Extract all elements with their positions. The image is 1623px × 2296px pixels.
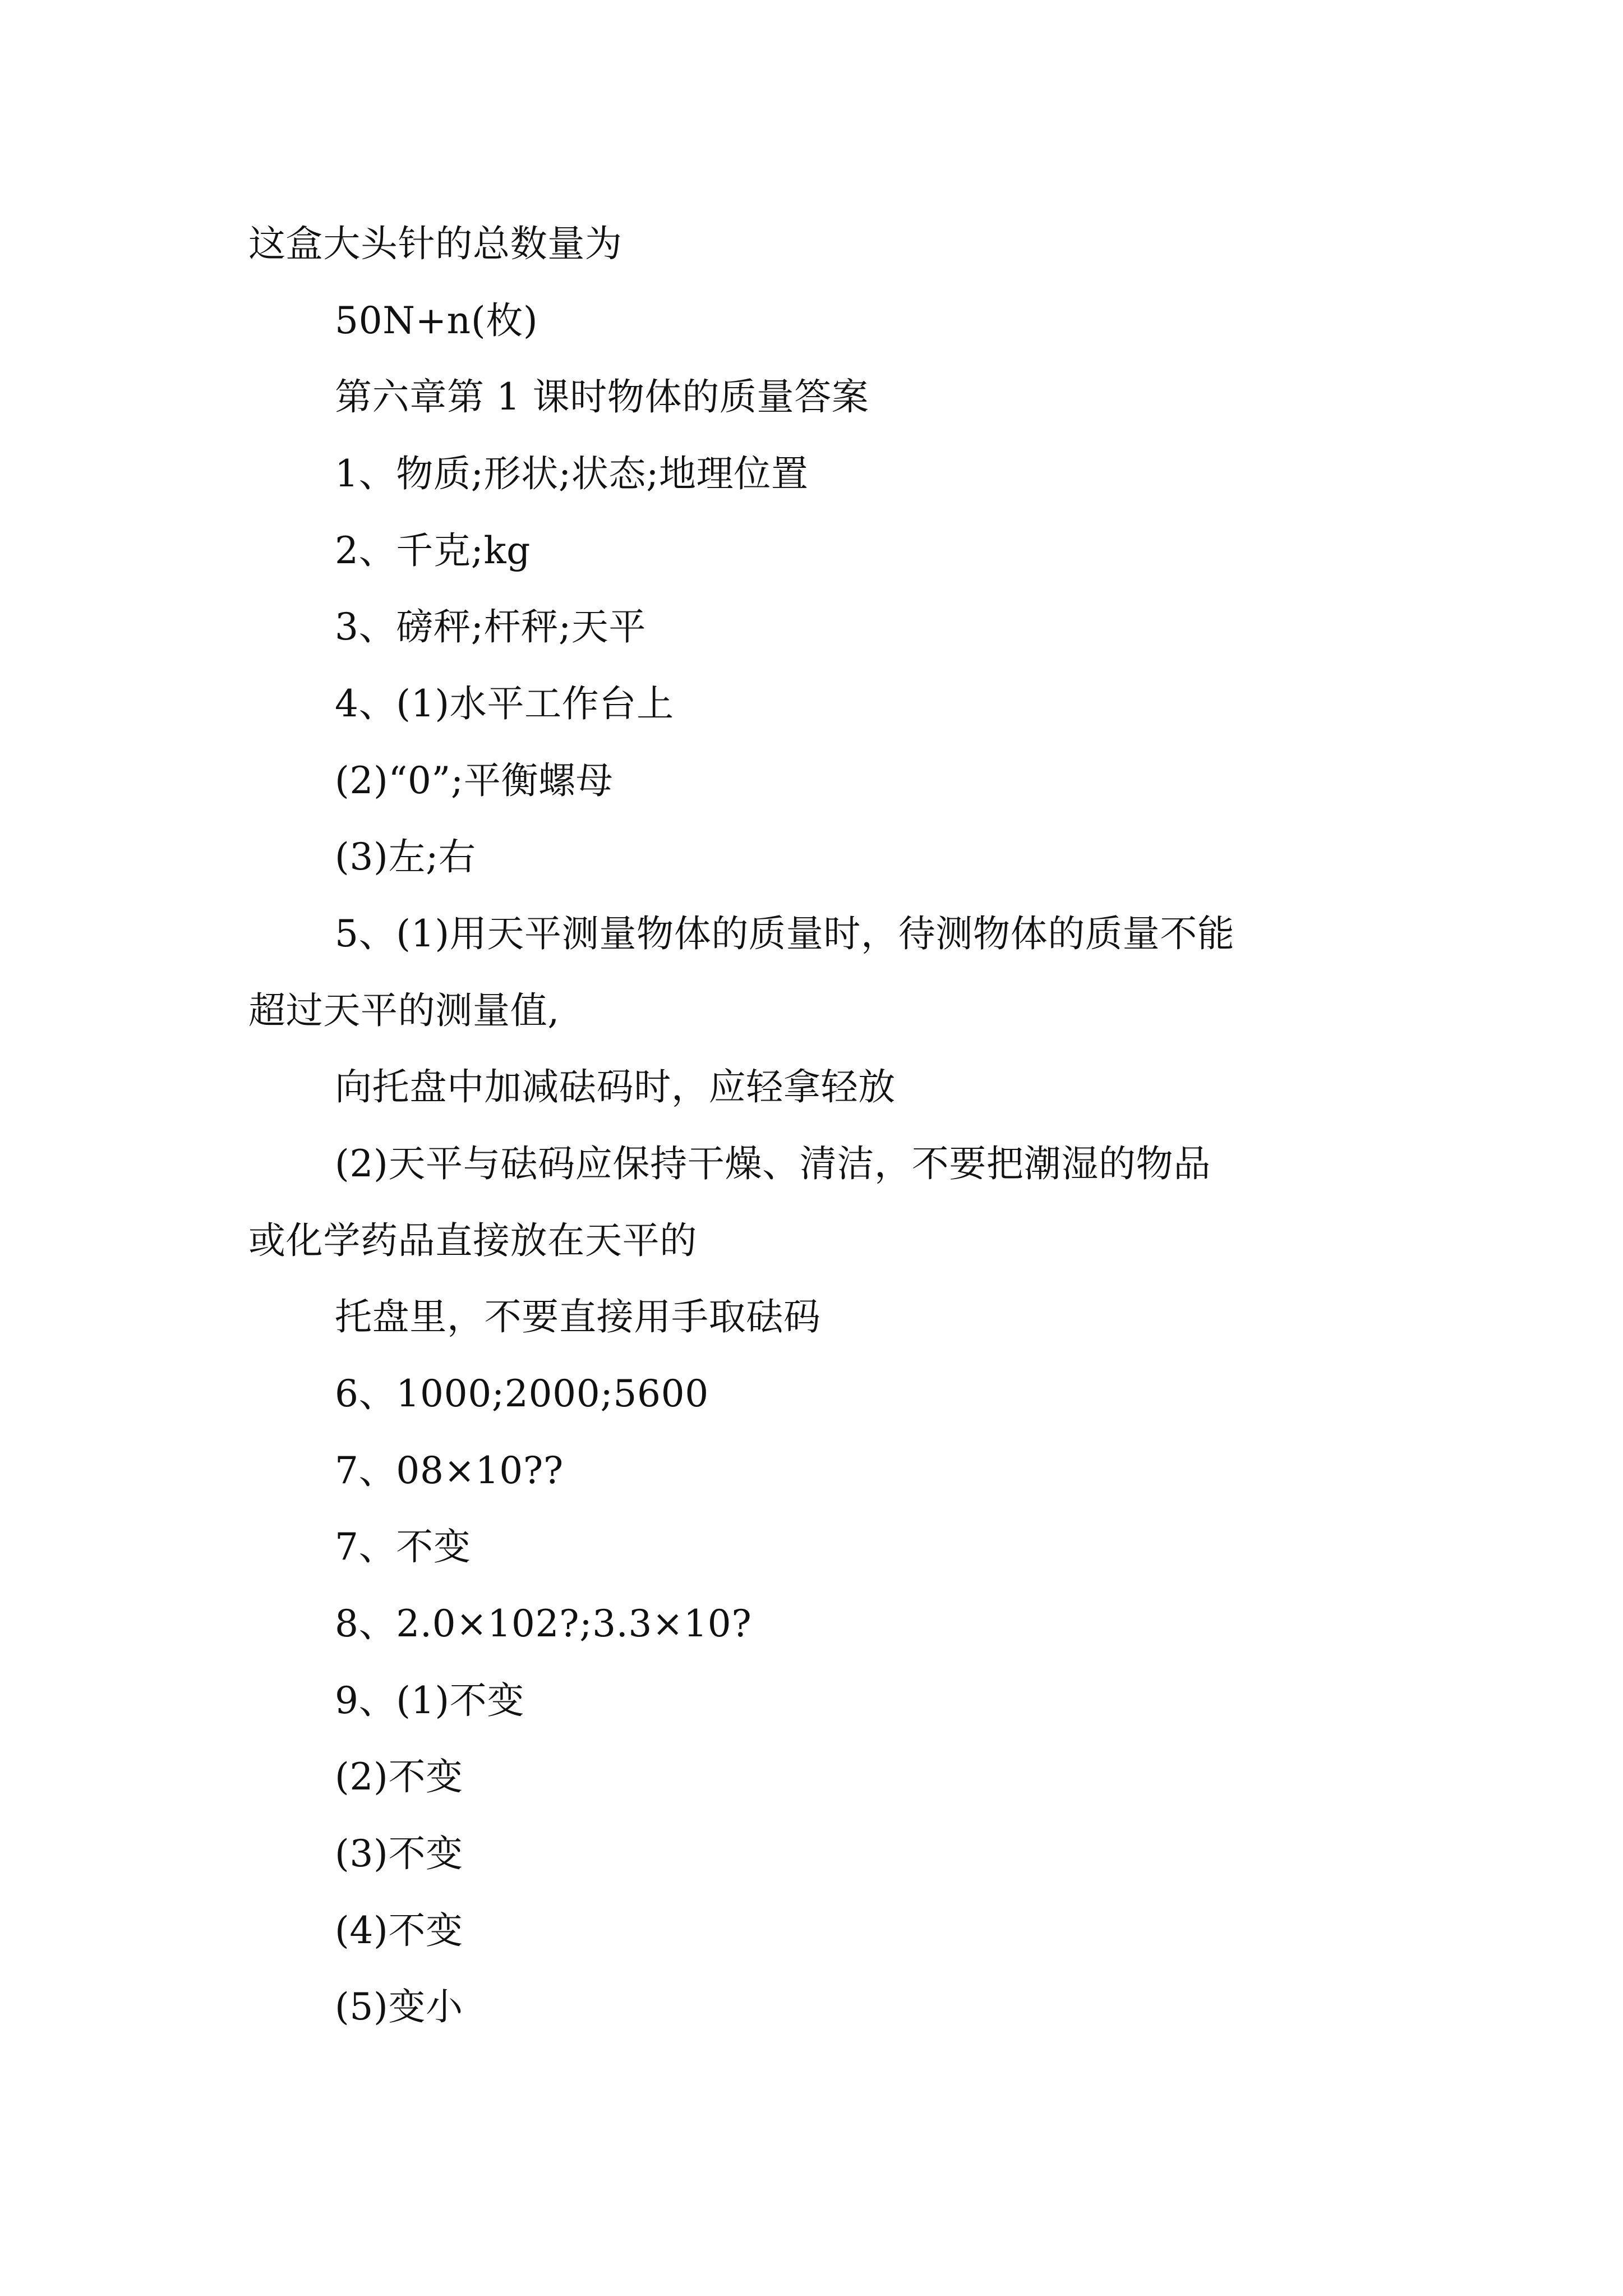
answer-line: 向托盘中加减砝码时，应轻拿轻放	[335, 1065, 896, 1108]
answer-line: 4、(1)水平工作台上	[335, 682, 674, 725]
answer-line: (3)左;右	[335, 835, 476, 878]
answer-line: 8、2.0×102?;3.3×10?	[335, 1602, 752, 1645]
answer-line: 5、(1)用天平测量物体的质量时，待测物体的质量不能	[335, 912, 1235, 955]
answer-line: (2)“0”;平衡螺母	[335, 759, 614, 802]
text-line: 50N+n(枚)	[335, 299, 538, 342]
answer-line: 7、08×10??	[335, 1449, 564, 1492]
answer-line: 托盘里，不要直接用手取砝码	[335, 1295, 821, 1338]
answer-line: (5)变小	[335, 1985, 463, 2028]
answer-line: 6、1000;2000;5600	[335, 1372, 709, 1415]
answer-line: (2)天平与砝码应保持干燥、清洁，不要把潮湿的物品	[335, 1142, 1211, 1185]
answer-line: 3、磅秤;杆秤;天平	[335, 605, 647, 648]
answer-line: 9、(1)不变	[335, 1679, 525, 1722]
section-heading: 第六章第 1 课时物体的质量答案	[335, 375, 869, 418]
answer-line: (3)不变	[335, 1832, 463, 1875]
answer-line: 2、千克;kg	[335, 529, 531, 572]
answer-line: (4)不变	[335, 1909, 463, 1952]
answer-line: 1、物质;形状;状态;地理位置	[335, 452, 809, 495]
answer-line: 超过天平的测量值,	[248, 989, 560, 1032]
text-line: 这盒大头针的总数量为	[248, 222, 623, 265]
answer-line: 7、不变	[335, 1525, 471, 1568]
answer-line: (2)不变	[335, 1755, 463, 1798]
answer-line: 或化学药品直接放在天平的	[248, 1219, 697, 1262]
